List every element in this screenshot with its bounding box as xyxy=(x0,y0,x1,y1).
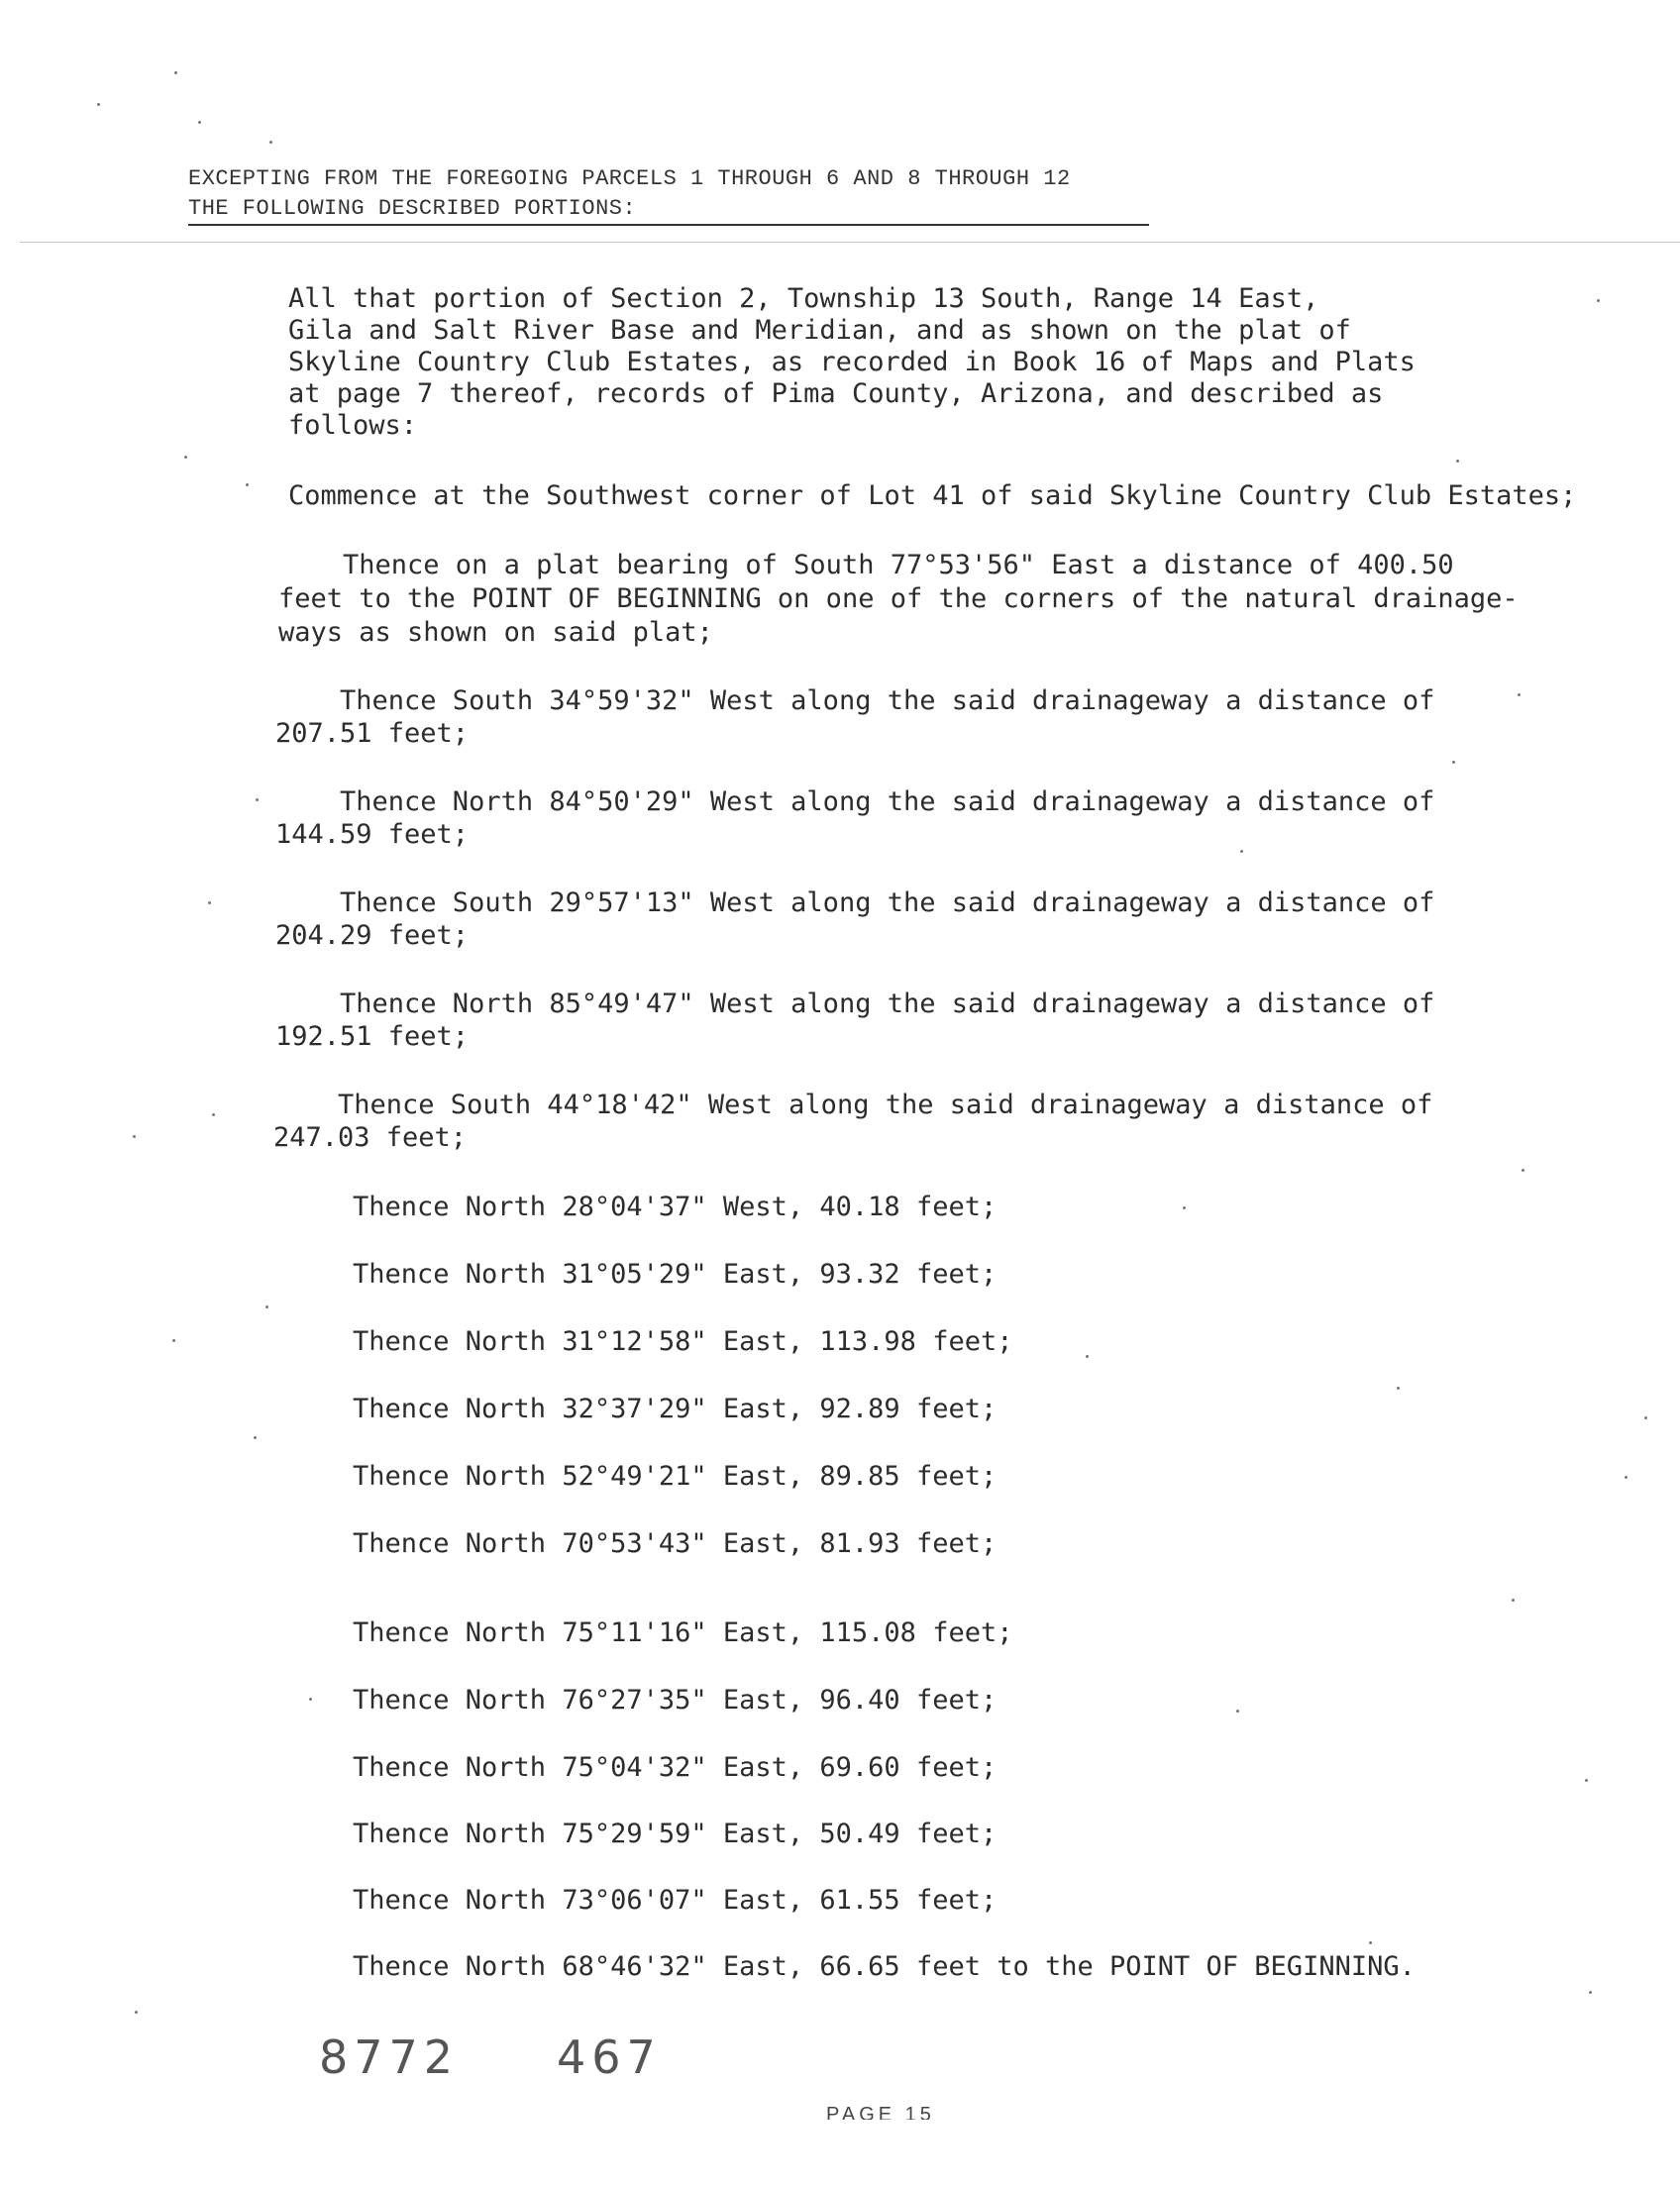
document-header xyxy=(188,164,1149,226)
scan-speck xyxy=(1086,1355,1089,1358)
scan-speck xyxy=(254,1436,257,1439)
intro-line-2: Gila and Salt River Base and Meridian, and as shown on the plat of xyxy=(288,315,1351,346)
page-number: 467 xyxy=(557,2031,662,2084)
scan-speck xyxy=(1369,1941,1372,1944)
drainage-course-distance: 144.59 feet; xyxy=(275,819,470,850)
course-line-7: Thence North 75°11'16" East, 115.08 feet; xyxy=(353,1617,1013,1648)
header-line-1: EXCEPTING FROM THE FOREGOING PARCELS 1 THROUGH 6 AND 8 THROUGH 12 xyxy=(188,166,1071,191)
scan-speck xyxy=(1512,1599,1515,1602)
scan-speck xyxy=(1236,1710,1239,1713)
scan-speck xyxy=(1397,1387,1400,1390)
drainage-course-line: Thence North 85°49'47" West along the said drainageway a distance of xyxy=(275,989,1435,1019)
course-line-2: Thence North 31°05'29" East, 93.32 feet; xyxy=(353,1259,998,1290)
course-line-5: Thence North 52°49'21" East, 89.85 feet; xyxy=(353,1461,998,1492)
drainage-course-distance: 204.29 feet; xyxy=(275,920,470,951)
intro-line-3: Skyline Country Club Estates, as recorded in Book 16 of Maps and Plats xyxy=(288,347,1416,377)
course-line-6: Thence North 70°53'43" East, 81.93 feet; xyxy=(353,1528,998,1559)
intro-line-4: at page 7 thereof, records of Pima County, Arizona, and described as xyxy=(288,378,1384,409)
scan-speck xyxy=(256,798,259,801)
scan-speck xyxy=(1518,693,1521,696)
scan-speck xyxy=(97,103,100,106)
scan-speck xyxy=(1644,1416,1647,1419)
scan-speck xyxy=(1585,1779,1588,1782)
drainage-course-distance: 207.51 feet; xyxy=(275,718,470,749)
course-line-12: Thence North 68°46'32" East, 66.65 feet to the POINT OF BEGINNING. xyxy=(353,1951,1416,1982)
header-line-2: THE FOLLOWING DESCRIBED PORTIONS: xyxy=(188,194,1149,226)
scan-speck xyxy=(1597,299,1600,302)
scan-speck xyxy=(172,1339,175,1342)
scan-speck xyxy=(1522,1169,1524,1172)
scan-speck xyxy=(1240,850,1243,853)
scan-speck xyxy=(246,483,249,486)
scan-speck xyxy=(212,1113,215,1116)
scan-edge-line xyxy=(20,242,1680,243)
scan-speck xyxy=(135,2011,138,2014)
drainage-course-distance: 192.51 feet; xyxy=(275,1021,470,1052)
drainage-course-line: Thence South 34°59'32" West along the said drainageway a distance of xyxy=(275,685,1435,716)
scan-speck xyxy=(1183,1206,1186,1209)
intro-line-1: All that portion of Section 2, Township 13 South, Range 14 East, xyxy=(288,283,1319,314)
drainage-course-distance: 247.03 feet; xyxy=(273,1122,468,1153)
scan-speck xyxy=(1452,761,1455,764)
scan-speck xyxy=(269,141,272,144)
scan-speck xyxy=(174,71,177,74)
course-line-11: Thence North 73°06'07" East, 61.55 feet; xyxy=(353,1885,998,1916)
drainage-course-line: Thence North 84°50'29" West along the said drainageway a distance of xyxy=(275,786,1435,817)
beginning-line-1: Thence on a plat bearing of South 77°53'56" East a distance of 400.50 xyxy=(278,550,1454,580)
beginning-line-3: ways as shown on said plat; xyxy=(278,617,713,648)
page-label: PAGE 15 xyxy=(826,2104,935,2120)
course-line-3: Thence North 31°12'58" East, 113.98 feet; xyxy=(353,1326,1013,1357)
scan-speck xyxy=(1589,1991,1592,1994)
course-line-8: Thence North 76°27'35" East, 96.40 feet; xyxy=(353,1685,998,1716)
scan-speck xyxy=(198,121,201,124)
docket-number: 8772 xyxy=(319,2031,460,2084)
course-line-4: Thence North 32°37'29" East, 92.89 feet; xyxy=(353,1394,998,1424)
scan-speck xyxy=(265,1305,268,1308)
course-line-10: Thence North 75°29'59" East, 50.49 feet; xyxy=(353,1819,998,1849)
drainage-course-line: Thence South 44°18'42" West along the said drainageway a distance of xyxy=(273,1090,1433,1120)
commence-line: Commence at the Southwest corner of Lot 41 of said Skyline Country Club Estates; xyxy=(288,480,1577,511)
beginning-line-2: feet to the POINT OF BEGINNING on one of the corners of the natural drainage- xyxy=(278,583,1519,614)
scan-speck xyxy=(184,456,187,459)
course-line-1: Thence North 28°04'37" West, 40.18 feet; xyxy=(353,1192,998,1222)
course-line-9: Thence North 75°04'32" East, 69.60 feet; xyxy=(353,1752,998,1783)
scan-speck xyxy=(208,901,211,904)
scan-speck xyxy=(1625,1476,1628,1479)
scan-speck xyxy=(309,1698,312,1701)
intro-line-5: follows: xyxy=(288,410,418,441)
scan-speck xyxy=(133,1135,136,1138)
drainage-course-line: Thence South 29°57'13" West along the said drainageway a distance of xyxy=(275,887,1435,918)
scan-speck xyxy=(1456,460,1459,463)
